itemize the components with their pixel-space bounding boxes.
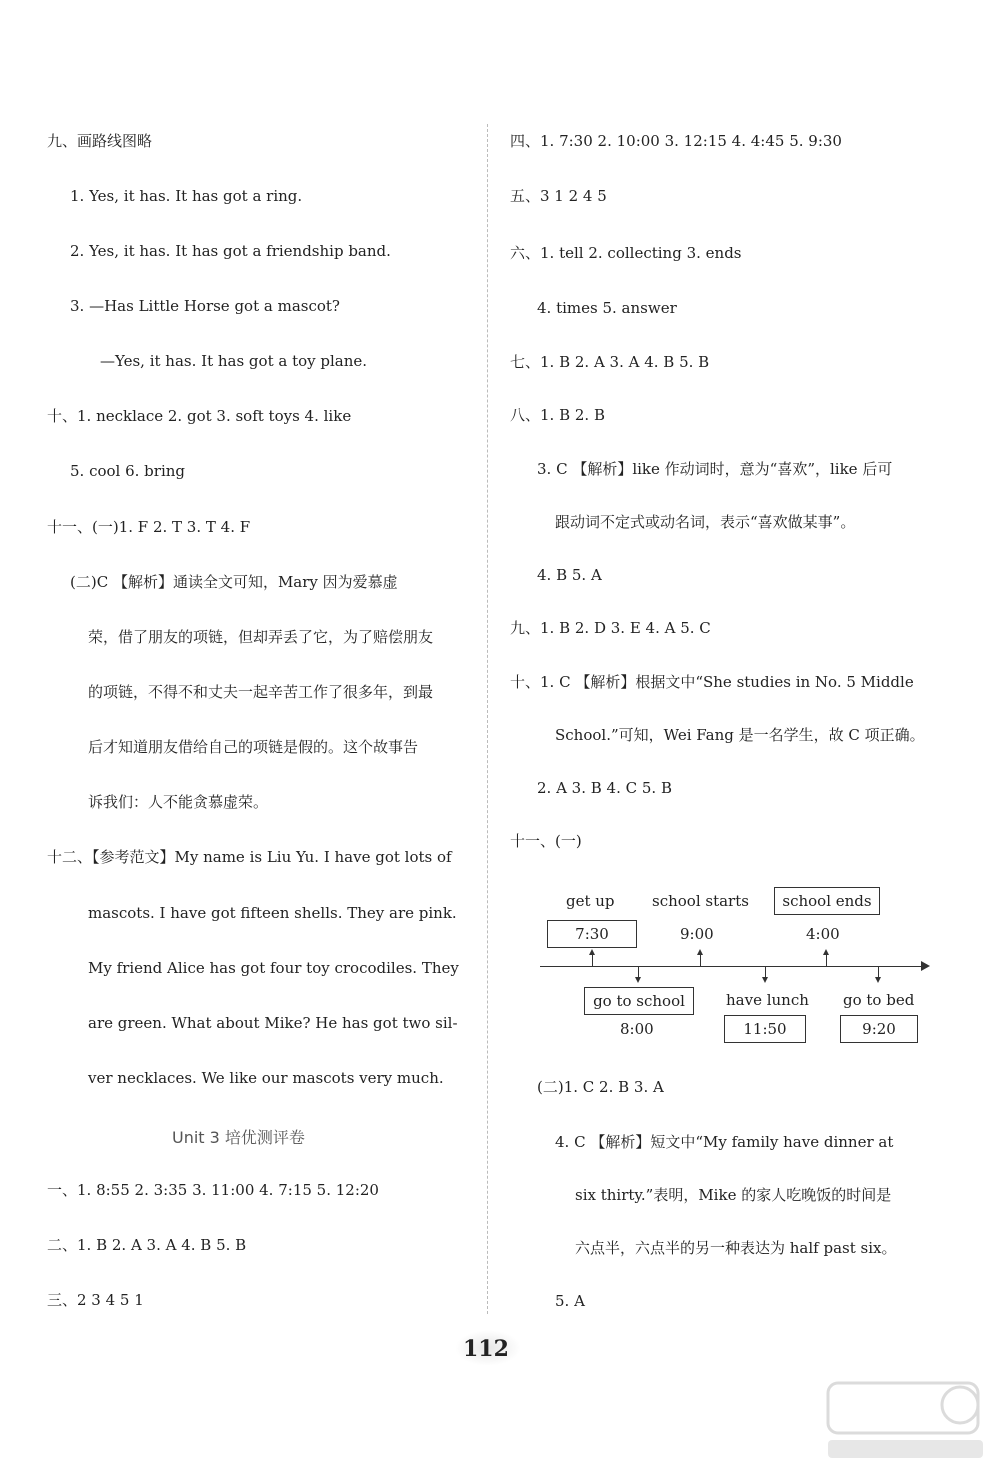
timeline-arrow-down	[638, 966, 639, 977]
timeline-arrow-up	[592, 955, 593, 966]
timeline-arrowhead	[921, 961, 930, 971]
section-6-answers: 六、1. tell 2. collecting 3. ends	[510, 244, 742, 262]
unit3-section-3: 三、2 3 4 5 1	[47, 1291, 144, 1309]
unit-title: Unit 3 培优测评卷	[172, 1128, 305, 1147]
unit3-section-2: 二、1. B 2. A 3. A 4. B 5. B	[47, 1236, 247, 1254]
section-7-answers: 七、1. B 2. A 3. A 4. B 5. B	[510, 353, 710, 371]
timeline-arrow-down	[878, 966, 879, 977]
timeline-time-school-ends: 4:00	[806, 925, 840, 943]
timeline-box-have-lunch-time: 11:50	[724, 1015, 806, 1043]
essay-line: ver necklaces. We like our mascots very much.	[88, 1069, 444, 1087]
explanation-line: 4. C 【解析】短文中“My family have dinner at	[555, 1133, 894, 1151]
section-12-essay: 十二、【参考范文】My name is Liu Yu. I have got lots of	[47, 848, 452, 866]
answer-line: 2. Yes, it has. It has got a friendship band.	[70, 242, 391, 260]
section-9-heading: 九、画路线图略	[47, 132, 153, 150]
timeline-box-get-up-time: 7:30	[547, 920, 637, 948]
section-8-answers: 八、1. B 2. B	[510, 406, 605, 424]
timeline-arrow-up	[700, 955, 701, 966]
explanation-line: School.”可知，Wei Fang 是一名学生，故 C 项正确。	[555, 726, 925, 744]
timeline-label-school-starts: school starts	[652, 892, 749, 910]
explanation-line: 诉我们：人不能贪慕虚荣。	[88, 793, 269, 811]
timeline-arrow-down	[765, 966, 766, 977]
essay-line: mascots. I have got fifteen shells. They are pink.	[88, 904, 457, 922]
timeline-axis	[540, 966, 925, 967]
explanation-line: 的项链，不得不和丈夫一起辛苦工作了很多年，到最	[88, 683, 434, 701]
explanation-line: 六点半，六点半的另一种表达为 half past six。	[575, 1239, 897, 1257]
timeline-box-go-to-school: go to school	[584, 987, 694, 1015]
timeline-time-school-starts: 9:00	[680, 925, 714, 943]
section-11-answers: 十一、(一)1. F 2. T 3. T 4. F	[47, 518, 251, 536]
answer-line: 3. —Has Little Horse got a mascot?	[70, 297, 340, 315]
timeline-label-get-up: get up	[566, 892, 615, 910]
answer-line: 4. B 5. A	[537, 566, 602, 584]
essay-line: My friend Alice has got four toy crocodiles. They	[88, 959, 459, 977]
explanation-line: 荣，借了朋友的项链，但却弄丢了它，为了赔偿朋友	[88, 628, 434, 646]
section-11-part2-answers: (二)1. C 2. B 3. A	[537, 1078, 664, 1096]
explanation-line: six thirty.”表明，Mike 的家人吃晚饭的时间是	[575, 1186, 892, 1204]
essay-line: are green. What about Mike? He has got two sil-	[88, 1014, 458, 1032]
timeline-box-school-ends: school ends	[774, 887, 880, 915]
section-4-answers: 四、1. 7:30 2. 10:00 3. 12:15 4. 4:45 5. 9:30	[510, 132, 842, 150]
answer-line: 4. times 5. answer	[537, 299, 677, 317]
timeline-box-go-to-bed-time: 9:20	[840, 1015, 918, 1043]
watermark-logo-icon	[820, 1375, 990, 1465]
answer-line: 5. A	[555, 1292, 585, 1310]
explanation-line: (二)C 【解析】通读全文可知，Mary 因为爱慕虚	[70, 573, 398, 591]
explanation-line: 后才知道朋友借给自己的项链是假的。这个故事告	[88, 738, 419, 756]
section-10-explanation: 十、1. C 【解析】根据文中“She studies in No. 5 Middle	[510, 673, 914, 691]
column-divider	[487, 124, 488, 1314]
explanation-line: 3. C 【解析】like 作动词时，意为“喜欢”，like 后可	[537, 460, 893, 478]
section-11-heading: 十一、(一)	[510, 832, 582, 850]
answer-line: 5. cool 6. bring	[70, 462, 186, 480]
section-9-answers: 九、1. B 2. D 3. E 4. A 5. C	[510, 619, 711, 637]
answer-line: 2. A 3. B 4. C 5. B	[537, 779, 672, 797]
timeline-time-go-to-school: 8:00	[620, 1020, 654, 1038]
answer-line: —Yes, it has. It has got a toy plane.	[100, 352, 368, 370]
section-5-answers: 五、3 1 2 4 5	[510, 187, 607, 205]
section-10-answers: 十、1. necklace 2. got 3. soft toys 4. like	[47, 407, 352, 425]
timeline-arrow-up	[826, 955, 827, 966]
page-number: 112	[463, 1336, 509, 1362]
answer-line: 1. Yes, it has. It has got a ring.	[70, 187, 303, 205]
timeline-label-have-lunch: have lunch	[726, 991, 809, 1009]
unit3-section-1: 一、1. 8:55 2. 3:35 3. 11:00 4. 7:15 5. 12:20	[47, 1181, 379, 1199]
timeline-label-go-to-bed: go to bed	[843, 991, 915, 1009]
explanation-line: 跟动词不定式或动名词，表示“喜欢做某事”。	[555, 513, 856, 531]
